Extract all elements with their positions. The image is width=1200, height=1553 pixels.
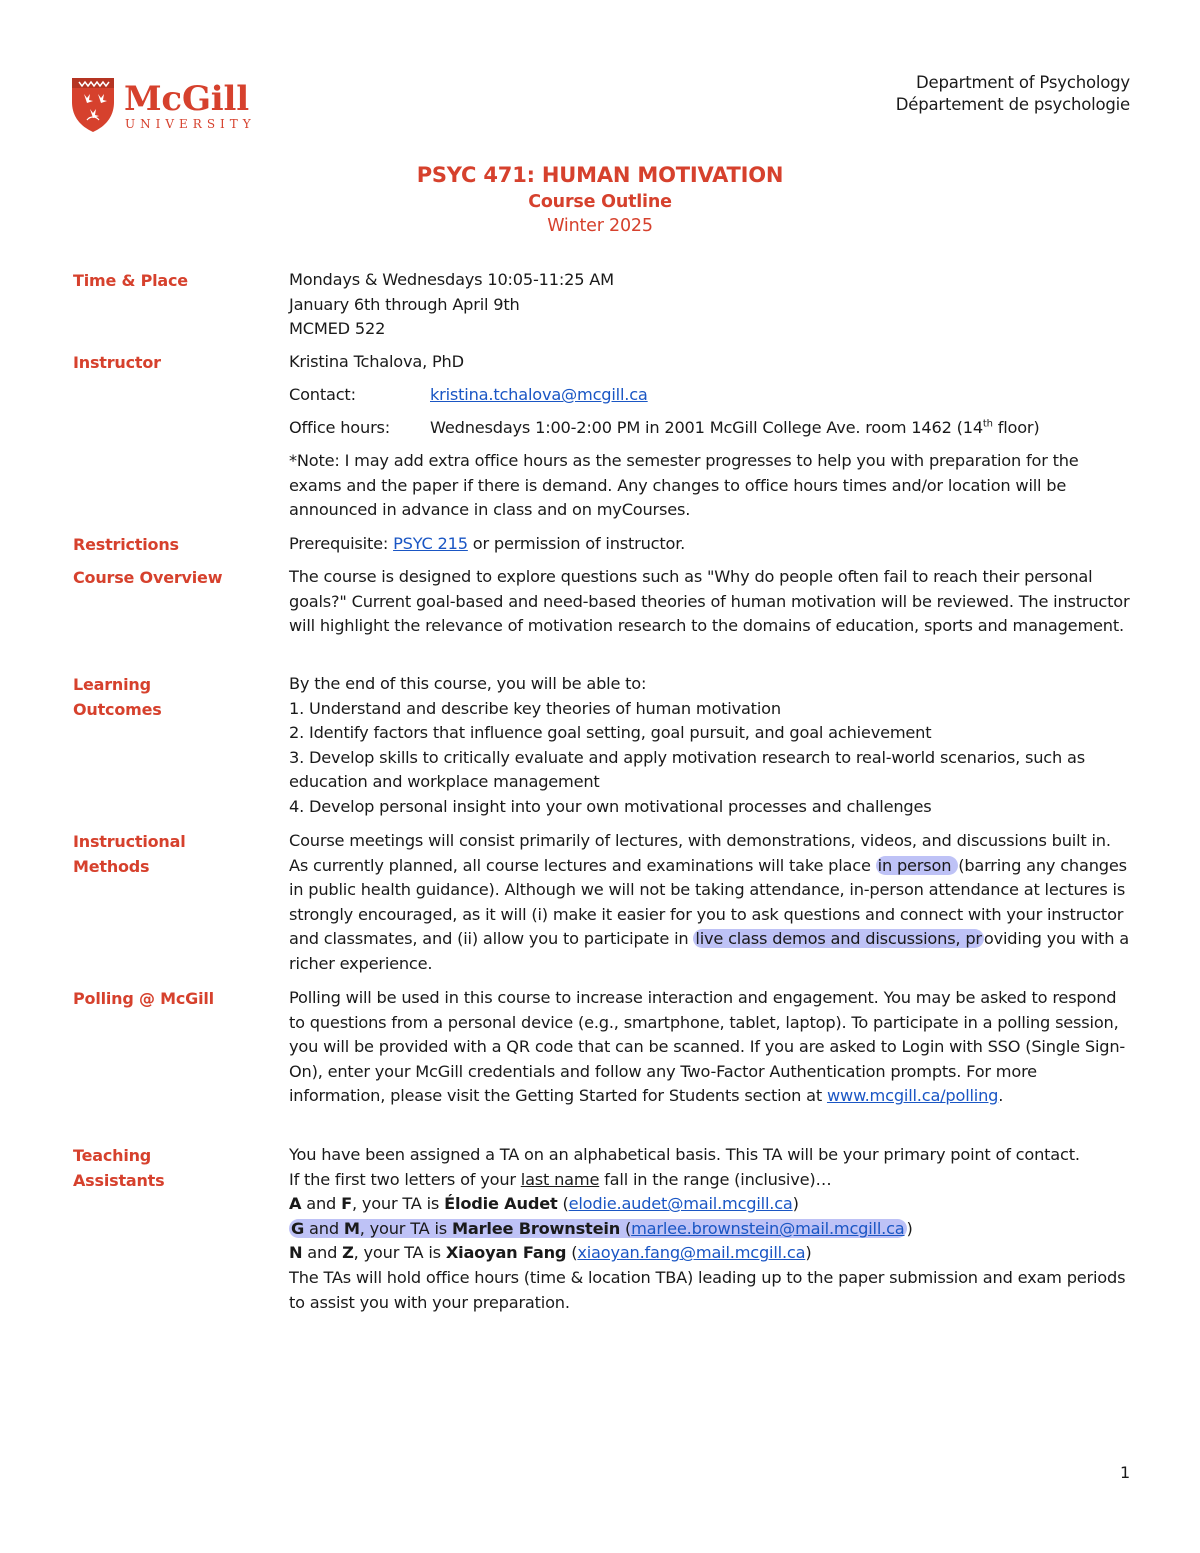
outcome-item: 4. Develop personal insight into your own motivational processes and challenges	[289, 796, 932, 816]
logo-wordmark: McGill	[124, 79, 249, 119]
course-term: Winter 2025	[547, 216, 653, 236]
label-restrictions: Restrictions	[73, 535, 179, 554]
label-instructor: Instructor	[73, 353, 161, 372]
outcomes-intro: By the end of this course, you will be able to:	[289, 674, 647, 693]
course-subtitle: Course Outline	[528, 192, 672, 212]
office-hours-note: *Note: I may add extra office hours as the semester progresses to help you with preparation for the exams and the paper if there is demand. Any changes to office hours times and/or location will be announced in advance in class and on myCourses.	[289, 451, 1079, 520]
instructional-methods-text: Course meetings will consist primarily of lectures, with demonstrations, videos, and discussions built in. As currently planned, all course lectures and examinations will take place in person (barring any changes in public health guidance). Although we will not be taking attendance, in-person attendance at lectures is strongly encouraged, as it will (i) make it easier for you to ask questions and connect with your instructor and classmates, and (ii) allow you to participate in live class demos and discussions, pr oviding you with a richer experience.	[289, 831, 1129, 973]
ta-row: A and F, your TA is Élodie Audet (elodie.audet@mail.mcgill.ca)	[289, 1194, 799, 1214]
ta-email-link[interactable]: marlee.brownstein@mail.mcgill.ca	[631, 1218, 905, 1238]
title-block	[0, 160, 1200, 238]
prerequisite-link[interactable]: PSYC 215	[393, 534, 468, 553]
schedule-days: Mondays & Wednesdays 10:05-11:25 AM	[289, 270, 614, 289]
page-number: 1	[1120, 1463, 1130, 1482]
department-en: Department of Psychology	[915, 73, 1130, 92]
label-learning-outcomes: Learning Outcomes	[73, 675, 162, 719]
outcome-item: 2. Identify factors that influence goal setting, goal pursuit, and goal achievement	[289, 723, 932, 743]
label-teaching-assistants: Teaching Assistants	[73, 1146, 165, 1190]
label-instructional-methods: Instructional Methods	[73, 832, 186, 876]
department-header	[896, 72, 1130, 116]
schedule-dates: January 6th through April 9th	[289, 294, 520, 314]
course-overview-text: The course is designed to explore questions such as "Why do people often fail to reach their personal goals?" Current goal-based and need-based theories of human motivation will be reviewed. The instructor will highlight the relevance of motivation research to the domains of education, sports and management.	[289, 567, 1130, 636]
schedule-room: MCMED 522	[289, 319, 386, 339]
contact-label: Contact:	[289, 385, 356, 404]
ta-range-intro: If the first two letters of your last name fall in the range (inclusive)…	[289, 1169, 832, 1189]
highlight-live-demos: live class demos and discussions, pr	[695, 929, 982, 949]
course-title: PSYC 471: HUMAN MOTIVATION	[416, 163, 784, 187]
instructor-name: Kristina Tchalova, PhD	[289, 352, 464, 371]
instructor-email-link[interactable]: kristina.tchalova@mcgill.ca	[430, 385, 648, 404]
instructor-contact-row	[289, 383, 1134, 408]
department-fr: Département de psychologie	[895, 95, 1130, 114]
ta-footer: The TAs will hold office hours (time & location TBA) leading up to the paper submission and exam periods to assist you with your preparation.	[289, 1267, 1126, 1312]
ta-row-highlighted: G and M, your TA is Marlee Brownstein (marlee.brownstein@mail.mcgill.ca )	[291, 1218, 913, 1238]
polling-link[interactable]: www.mcgill.ca/polling	[826, 1086, 999, 1106]
highlight-in-person: in person	[877, 855, 957, 875]
polling-text: Polling will be used in this course to increase interaction and engagement. You may be asked to respond to questions from a personal device (e.g., smartphone, tablet, laptop). To participate in a polling session, you will be provided with a QR code that can be scanned. If you are asked to Login with SSO (Single Sign-On), enter your McGill credentials and follow any Two-Factor Authentication prompts. For more information, please visit the Getting Started for Students section at www.mcgill.ca/polling.	[289, 988, 1126, 1106]
learning-outcomes-list	[289, 672, 1134, 820]
outcome-item: 3. Develop skills to critically evaluate and apply motivation research to real-world scenarios, such as education and workplace management	[289, 747, 1085, 792]
mcgill-logo	[70, 74, 275, 134]
outcome-item: 1. Understand and describe key theories of human motivation	[289, 698, 781, 718]
ta-email-link[interactable]: elodie.audet@mail.mcgill.ca	[568, 1194, 793, 1214]
teaching-assistants-content	[289, 1143, 1134, 1315]
restrictions-text: Prerequisite: PSYC 215 or permission of instructor.	[289, 534, 686, 553]
ta-row: N and Z, your TA is Xiaoyan Fang (xiaoyan.fang@mail.mcgill.ca)	[289, 1243, 812, 1263]
office-hours-label: Office hours:	[289, 418, 391, 437]
label-time-place: Time & Place	[73, 271, 188, 290]
label-polling: Polling @ McGill	[73, 989, 214, 1008]
office-hours-value: Wednesdays 1:00-2:00 PM in 2001 McGill College Ave. room 1462 (14th floor)	[430, 418, 1040, 437]
logo-subtitle: UNIVERSITY	[125, 117, 256, 131]
time-place-content	[289, 268, 1134, 342]
ta-intro: You have been assigned a TA on an alphabetical basis. This TA will be your primary point of contact.	[289, 1145, 1080, 1164]
highlight-ta-row: G and M, your TA is Marlee Brownstein (marlee.brownstein@mail.mcgill.ca	[291, 1218, 905, 1238]
label-course-overview: Course Overview	[73, 568, 223, 587]
office-hours-row	[289, 416, 1134, 441]
ta-email-link[interactable]: xiaoyan.fang@mail.mcgill.ca	[577, 1243, 806, 1263]
